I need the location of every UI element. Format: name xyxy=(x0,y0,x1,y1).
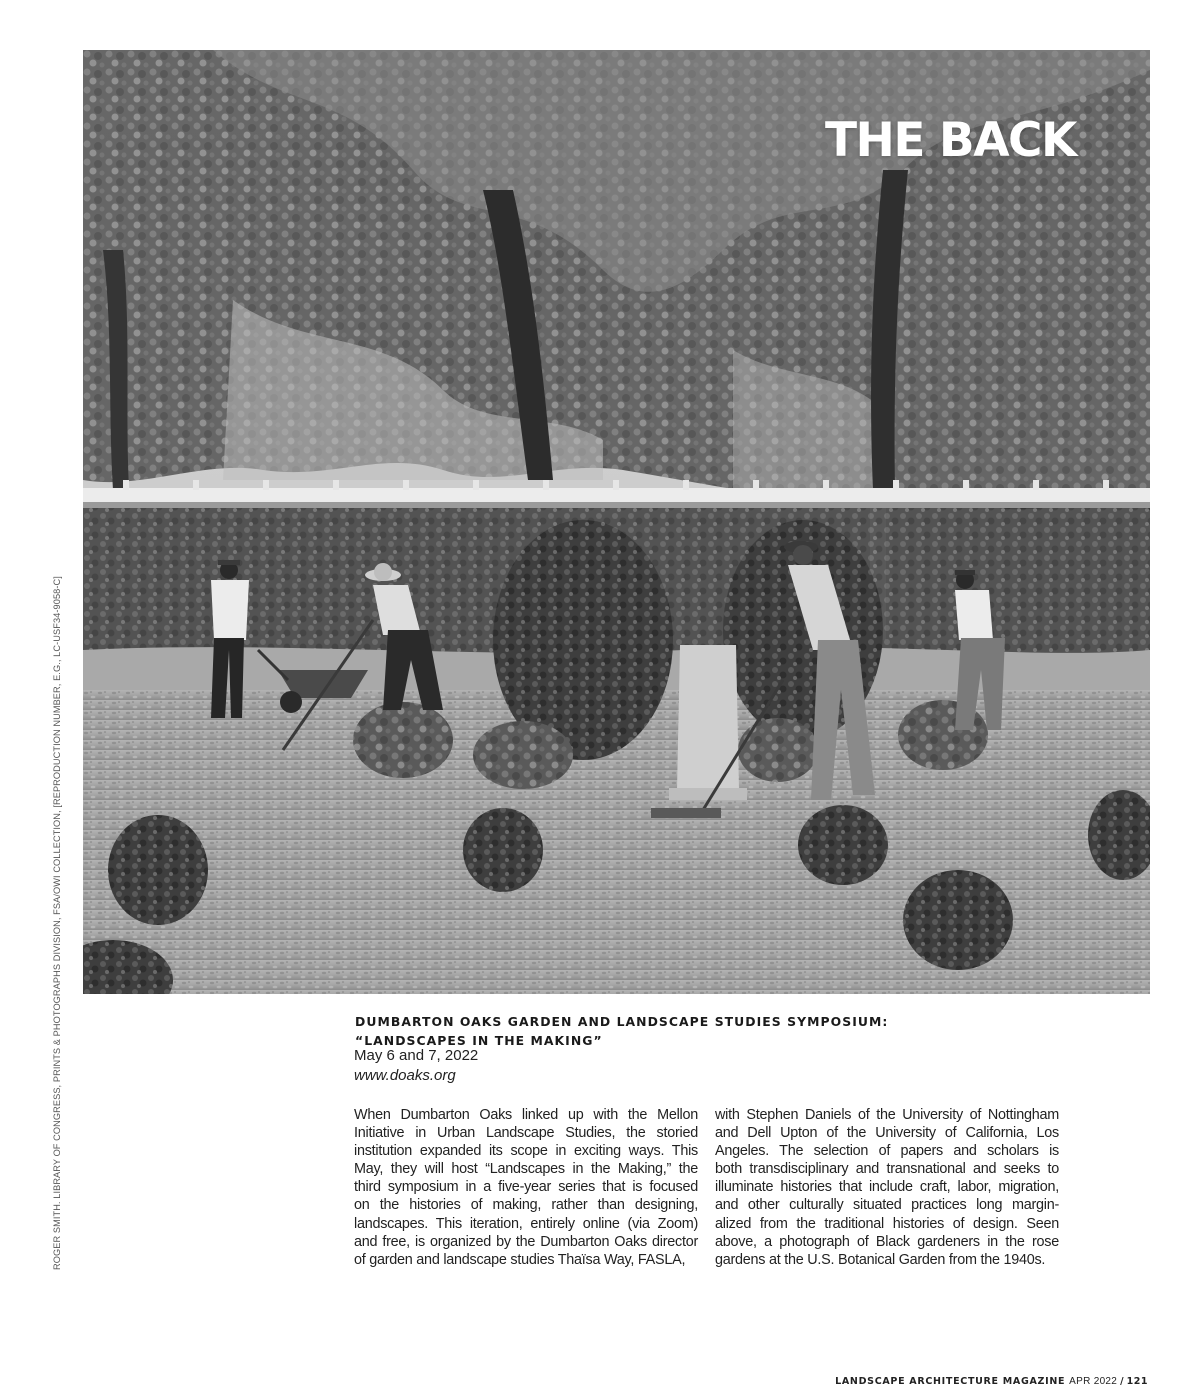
body-line: above, a photograph of Black gardeners in the rose xyxy=(715,1233,1059,1250)
body-line: on the histories of making, rather than designing, xyxy=(354,1197,698,1214)
section-title: THE BACK xyxy=(825,113,1076,168)
issue-date: APR 2022 xyxy=(1069,1376,1118,1387)
body-line: and free, is organized by the Dumbarton Oaks director xyxy=(354,1233,698,1250)
body-line: illuminate histories that include craft, labor, migration, xyxy=(715,1179,1059,1196)
heading-line-2: “LANDSCAPES IN THE MAKING” xyxy=(355,1033,603,1048)
body-line: both transdisciplinary and transnational and seeks to xyxy=(715,1161,1059,1178)
body-column-left xyxy=(354,1106,698,1269)
body-line: of garden and landscape studies Thaïsa Way, FASLA, xyxy=(354,1251,686,1268)
article-heading xyxy=(355,1012,915,1050)
body-line: alized from the traditional histories of design. Seen xyxy=(715,1215,1059,1232)
body-line: institution expanded its scope in exciting ways. This xyxy=(354,1143,698,1160)
body-line: Initiative in Urban Landscape Studies, the storied xyxy=(354,1125,698,1142)
event-url[interactable]: www.doaks.org xyxy=(354,1067,456,1084)
event-dates: May 6 and 7, 2022 xyxy=(354,1047,479,1064)
body-column-right xyxy=(715,1106,1059,1269)
garden-photograph xyxy=(83,50,1150,994)
heading-line-1: DUMBARTON OAKS GARDEN AND LANDSCAPE STUDIES SYMPOSIUM: xyxy=(355,1014,889,1029)
footer-separator: / xyxy=(1120,1376,1124,1387)
body-line: and other culturally situated practices long margin- xyxy=(715,1197,1059,1214)
body-line: May, they will host “Landscapes in the Making,” the xyxy=(354,1161,698,1178)
page-footer xyxy=(835,1376,1148,1387)
body-line: landscapes. This iteration, entirely online (via Zoom) xyxy=(354,1215,698,1232)
body-line: with Stephen Daniels of the University of Nottingham xyxy=(715,1107,1059,1123)
body-line: gardens at the U.S. Botanical Garden from the 1940s. xyxy=(715,1251,1046,1268)
magazine-name: LANDSCAPE ARCHITECTURE MAGAZINE xyxy=(835,1376,1066,1387)
body-line: When Dumbarton Oaks linked up with the Mellon xyxy=(354,1107,698,1123)
photo-credit: ROGER SMITH. LIBRARY OF CONGRESS, PRINTS & PHOTOGRAPHS DIVISION, FSA/OWI COLLECTION, [REPRODUCTION NUMBER, E.G., LC-USF34-9058-C] xyxy=(52,576,62,1270)
body-line: and Dell Upton of the University of California, Los xyxy=(715,1125,1059,1142)
body-line: third symposium in a five-year series that is focused xyxy=(354,1179,698,1196)
body-line: Angeles. The selection of papers and scholars is xyxy=(715,1143,1059,1160)
page-number: 121 xyxy=(1126,1376,1148,1387)
